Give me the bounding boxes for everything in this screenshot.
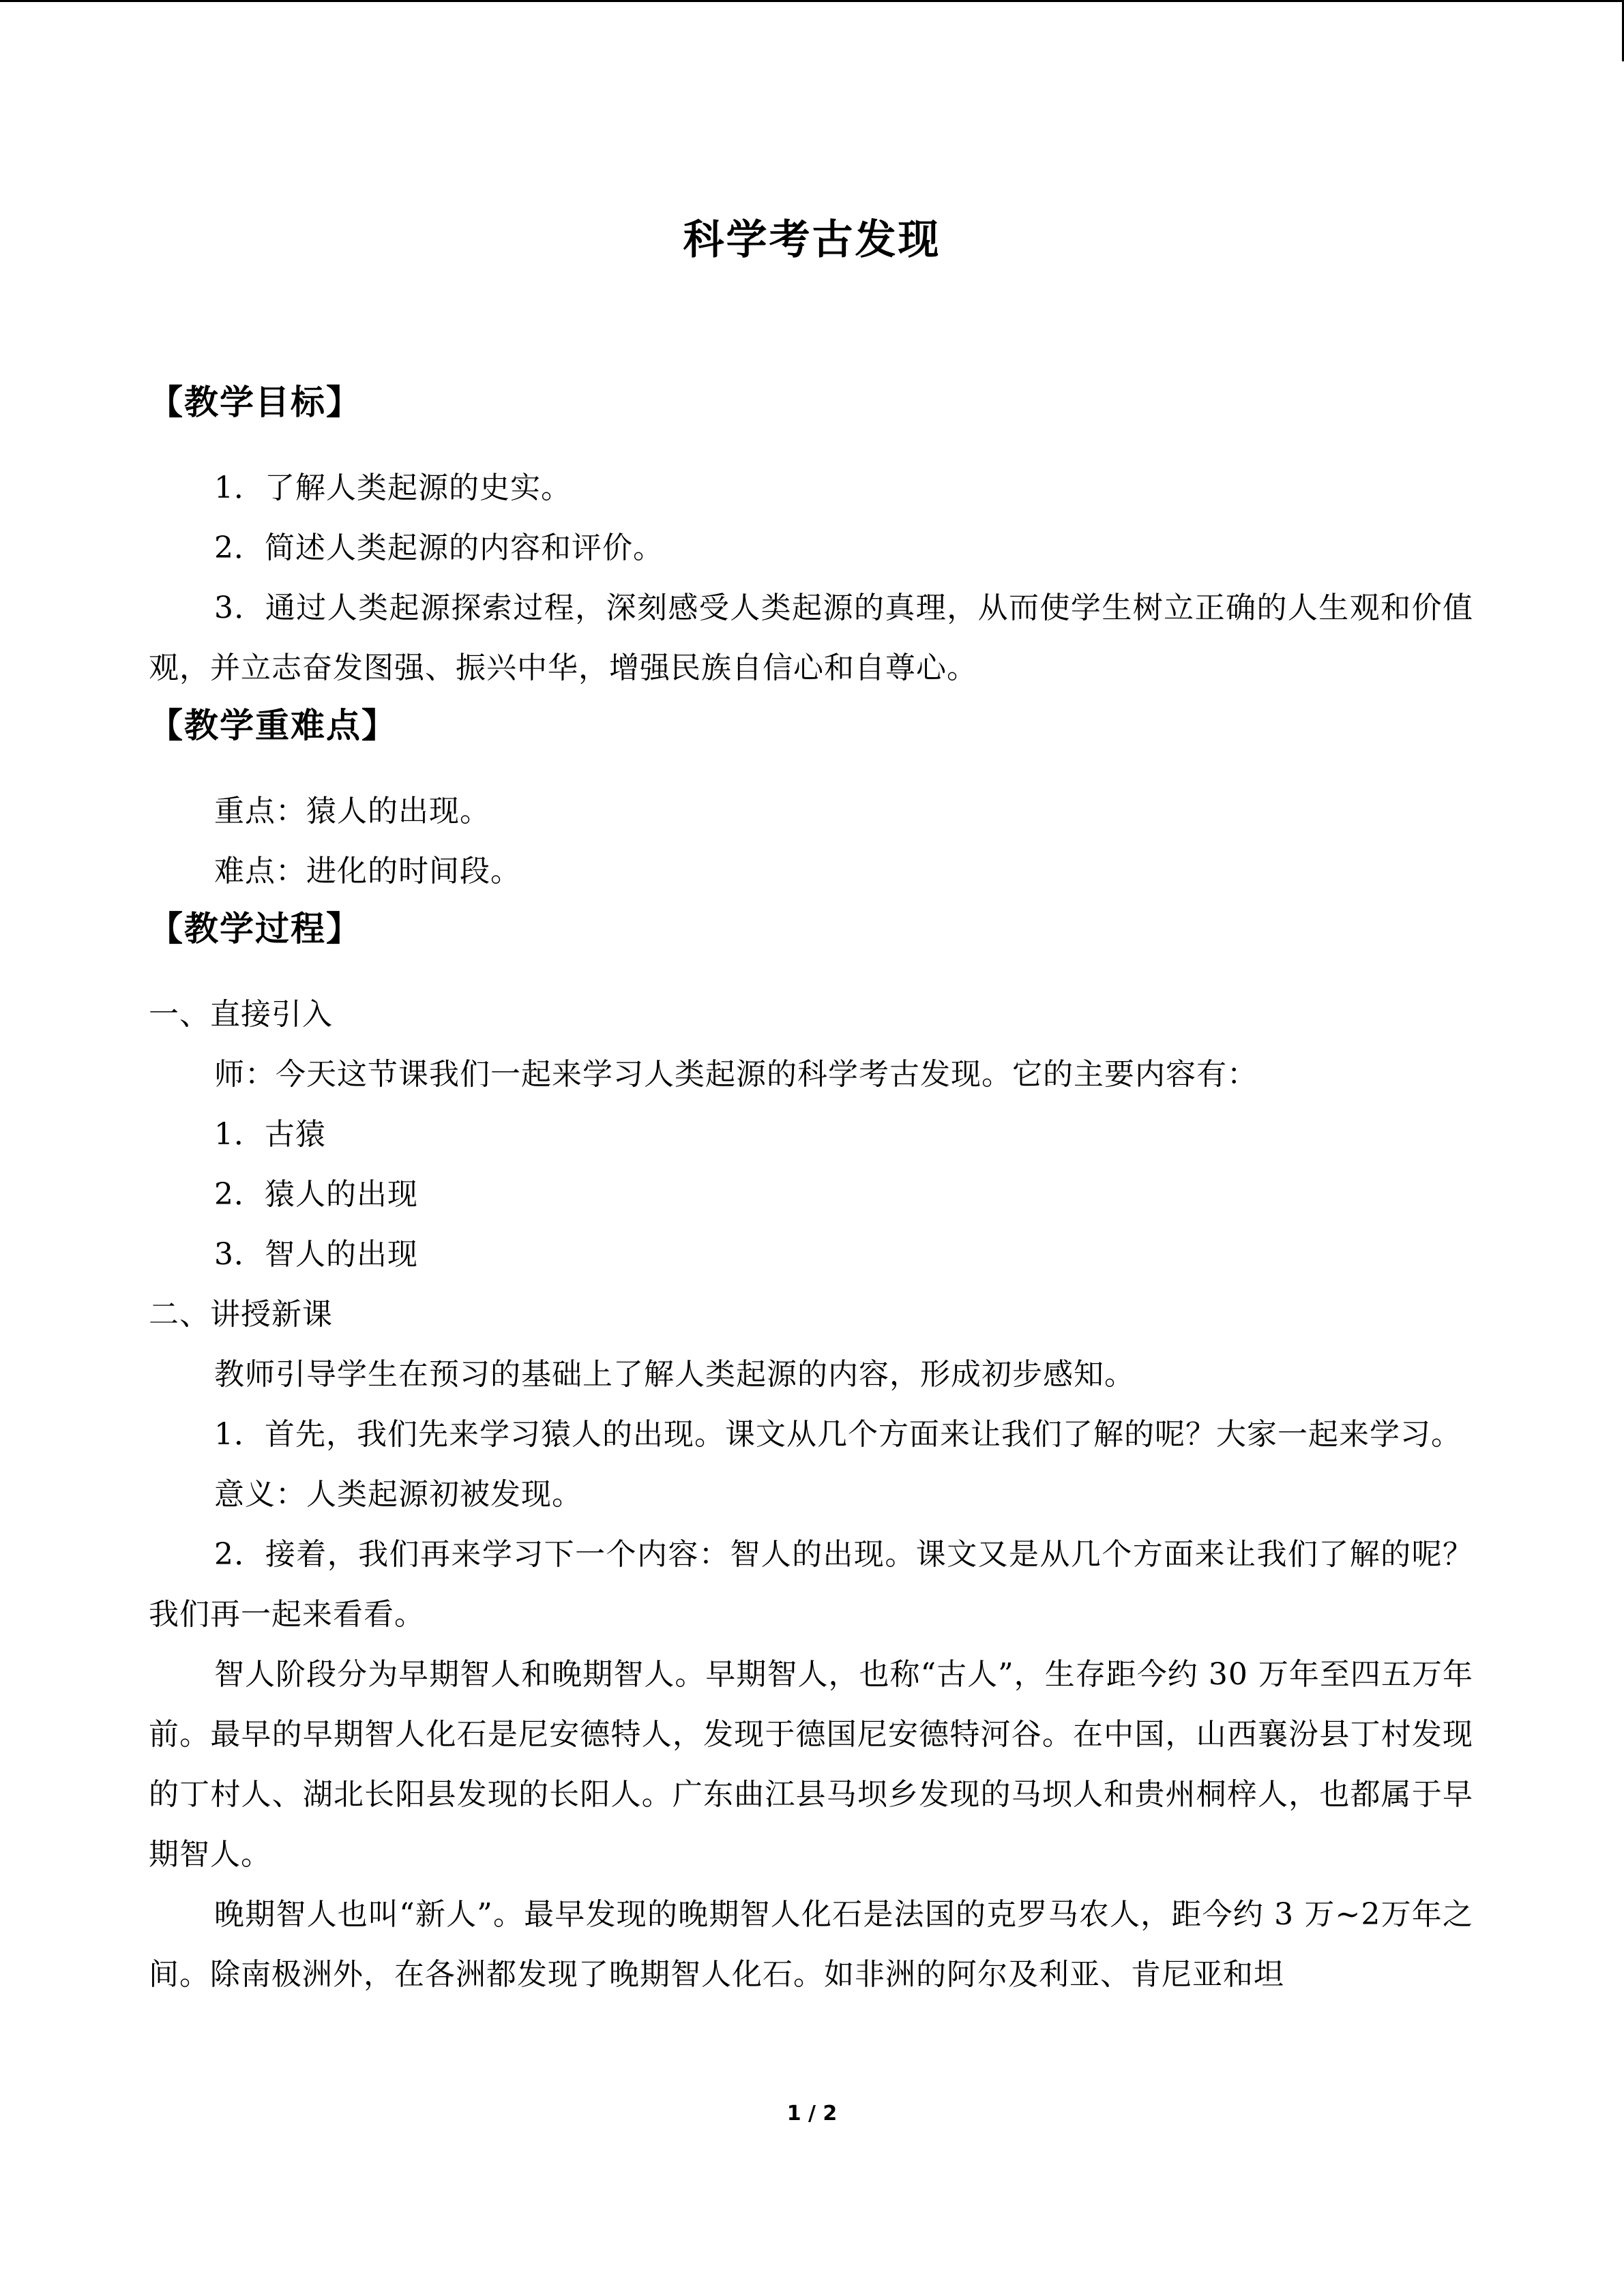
top-border bbox=[0, 0, 1624, 2]
process-part2-paragraph: 智人阶段分为早期智人和晚期智人。早期智人，也称“古人”，生存距今约 30 万年至四五万年前。最早的早期智人化石是尼安德特人，发现于德国尼安德特河谷。在中国，山西襄汾县丁村发现的丁村人、湖北长阳县发现的长阳人。广东曲江县马坝乡发现的马坝人和贵州桐梓人，也都属于早期智人。 bbox=[149, 1657, 1473, 1872]
process-part2-paragraph: 1．首先，我们先来学习猿人的出现。课文从几个方面来让我们了解的呢？大家一起来学习。 bbox=[214, 1417, 1462, 1452]
process-part1-intro: 师：今天这节课我们一起来学习人类起源的科学考古发现。它的主要内容有： bbox=[214, 1057, 1258, 1092]
page-number: 1 / 2 bbox=[786, 2102, 838, 2126]
process-part1-title: 一、直接引入 bbox=[149, 997, 333, 1032]
process-part1-item: 1．古猿 bbox=[214, 1117, 326, 1152]
process-part2-title: 二、讲授新课 bbox=[149, 1297, 333, 1332]
process-part1-item: 3．智人的出现 bbox=[214, 1237, 418, 1272]
objective-item: 3．通过人类起源探索过程，深刻感受人类起源的真理，从而使学生树立正确的人生观和价值观，并立志奋发图强、振兴中华，增强民族自信心和自尊心。 bbox=[149, 591, 1473, 685]
section-heading-objectives: 【教学目标】 bbox=[149, 383, 361, 422]
section-heading-process: 【教学过程】 bbox=[149, 909, 361, 949]
objective-item: 1．了解人类起源的史实。 bbox=[214, 471, 572, 505]
difficult-point-item: 难点：进化的时间段。 bbox=[214, 854, 521, 889]
section-heading-key-points: 【教学重难点】 bbox=[149, 706, 397, 745]
process-part2-paragraph: 晚期智人也叫“新人”。最早发现的晚期智人化石是法国的克罗马农人，距今约 3 万~2万年之间。除南极洲外，在各洲都发现了晚期智人化石。如非洲的阿尔及利亚、肯尼亚和坦 bbox=[149, 1897, 1473, 1992]
process-part2-paragraph: 意义：人类起源初被发现。 bbox=[214, 1477, 582, 1512]
process-part1-item: 2．猿人的出现 bbox=[214, 1177, 418, 1212]
key-point-item: 重点：猿人的出现。 bbox=[214, 794, 490, 829]
document-body bbox=[149, 382, 1473, 2005]
objective-item: 2．简述人类起源的内容和评价。 bbox=[214, 531, 664, 565]
process-part2-paragraph: 2．接着，我们再来学习下一个内容：智人的出现。课文又是从几个方面来让我们了解的呢？我们再一起来看看。 bbox=[149, 1537, 1473, 1632]
page-title: 科学考古发现 bbox=[683, 216, 941, 264]
process-part2-paragraph: 教师引导学生在预习的基础上了解人类起源的内容，形成初步感知。 bbox=[214, 1357, 1135, 1392]
